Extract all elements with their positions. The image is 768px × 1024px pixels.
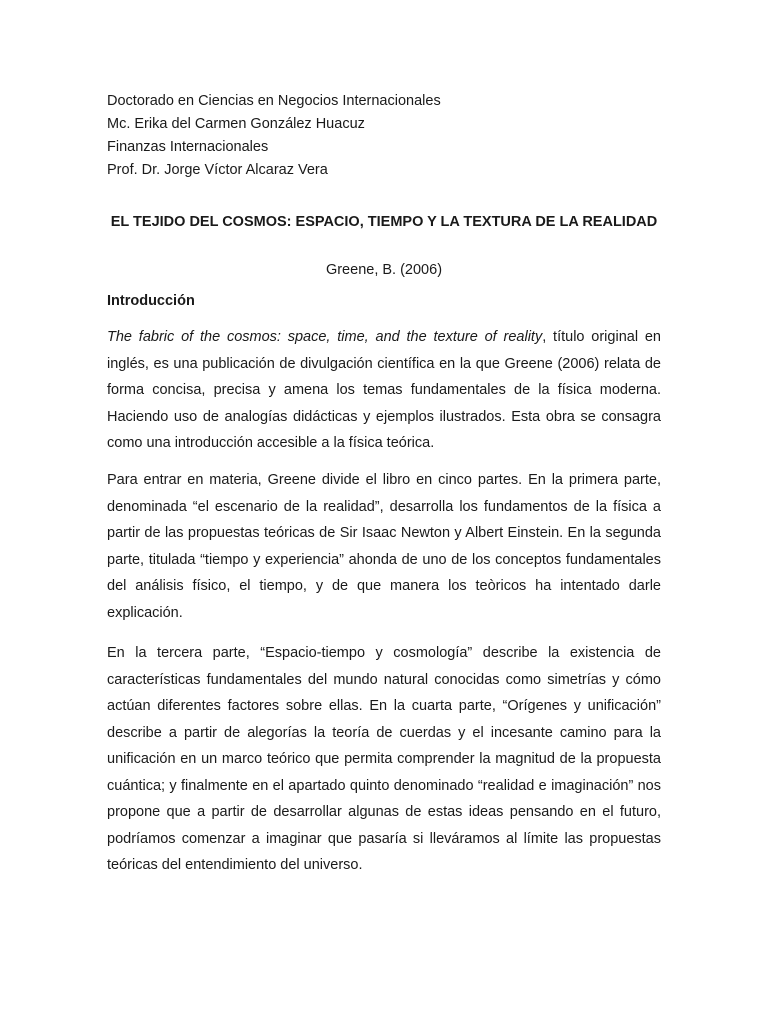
book-title-italic: The fabric of the cosmos: space, time, and the texture of reality [107,329,543,345]
professor-line: Prof. Dr. Jorge Víctor Alcaraz Vera [107,162,328,178]
author-line: Mc. Erika del Carmen González Huacuz [107,116,365,132]
document-header [107,90,667,182]
paragraph-2: Para entrar en materia, Greene divide el libro en cinco partes. En la primera parte, denominada “el escenario de la realidad”, desarrolla los fundamentos de la física a partir de las propuestas teóricas de Sir Isaac Newton y Albert Einstein. En la segunda parte, titulada “tiempo y experiencia” ahonda de uno de los conceptos fundamentales del análisis físico, el tiempo, y de que manera los teòricos ha intentado darle explicación. [107,472,661,621]
section-heading: Introducción [107,293,195,309]
paragraph-1 [107,324,661,457]
citation: Greene, B. (2006) [325,262,443,278]
document-title: EL TEJIDO DEL COSMOS: ESPACIO, TIEMPO Y LA TEXTURA DE LA REALIDAD [110,214,658,230]
program-line: Doctorado en Ciencias en Negocios Internacionales [107,93,441,109]
paragraph-3: En la tercera parte, “Espacio-tiempo y cosmología” describe la existencia de características fundamentales del mundo natural conocidas como simetrías y cómo actúan diferentes factores sobre ellas. En la cuarta parte, “Orígenes y unificación” describe a partir de alegorías la teoría de cuerdas y el incesante camino para la unificación en un marco teórico que permita comprender la magnitud de la propuesta cuántica; y finalmente en el apartado quinto denominado “realidad e imaginación” nos propone que a partir de desarrollar algunas de estas ideas pensando en el futuro, podríamos comenzar a imaginar que pasaría si lleváramos al límite las propuestas teóricas del entendimiento del universo. [107,645,661,873]
paragraph-1-text: , título original en inglés, es una publicación de divulgación científica en la que Greene (2006) relata de forma concisa, precisa y amena los temas fundamentales de la física moderna. Haciendo uso de analogías didácticas y ejemplos ilustrados. Esta obra se consagra como una introducción accesible a la física teórica. [107,329,661,451]
course-line: Finanzas Internacionales [107,139,269,155]
